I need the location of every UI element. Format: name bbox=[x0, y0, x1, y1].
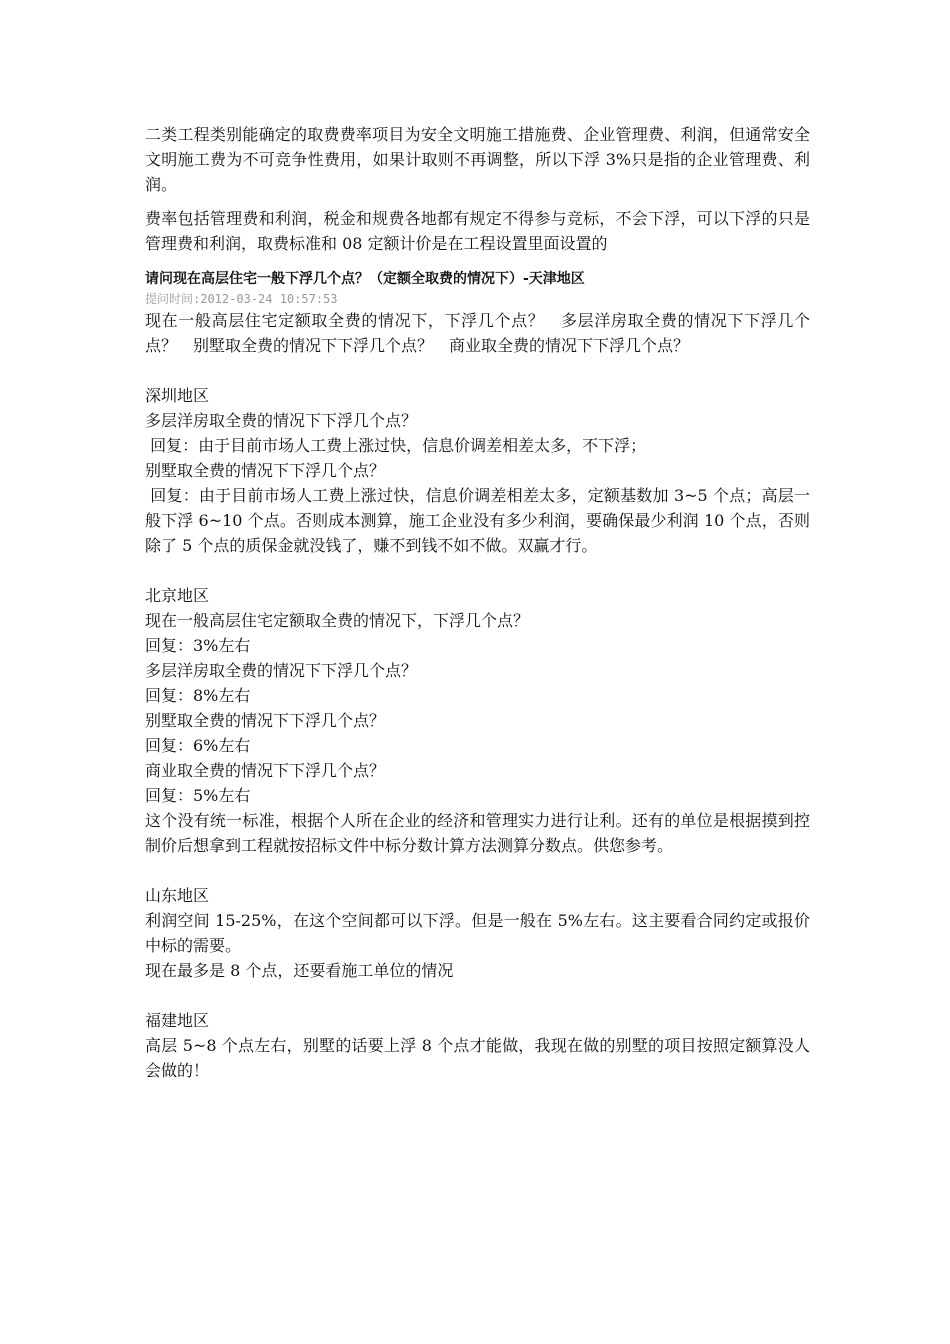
region-fujian bbox=[145, 1008, 810, 1083]
spacer bbox=[145, 983, 810, 1008]
question-time-value: 2012-03-24 10:57:53 bbox=[200, 292, 338, 306]
region-heading: 深圳地区 bbox=[145, 386, 210, 405]
region-line: 这个没有统一标准，根据个人所在企业的经济和管理实力进行让利。还有的单位是根据摸到控制价后想拿到工程就按招标文件中标分数计算方法测算分数点。供您参考。 bbox=[145, 811, 810, 855]
region-heading: 福建地区 bbox=[145, 1011, 210, 1030]
region-line: 别墅取全费的情况下下浮几个点？ bbox=[145, 461, 386, 480]
region-line: 回复：6%左右 bbox=[145, 736, 251, 755]
region-line: 回复：由于目前市场人工费上涨过快，信息价调差相差太多，定额基数加 3~5 个点；高层一般下浮 6~10 个点。否则成本测算，施工企业没有多少利润，要确保最少利润 10 个点，否则除了 5 个点的质保金就没钱了，赚不到钱不如不做。双赢才行。 bbox=[145, 486, 810, 555]
question-body: 现在一般高层住宅定额取全费的情况下，下浮几个点？ 多层洋房取全费的情况下下浮几个点？ 别墅取全费的情况下下浮几个点？ 商业取全费的情况下下浮几个点？ bbox=[145, 311, 810, 355]
intro-paragraph-2: 费率包括管理费和利润，税金和规费各地都有规定不得参与竞标，不会下浮，可以下浮的只是管理费和利润，取费标准和 08 定额计价是在工程设置里面设置的 bbox=[145, 209, 810, 253]
region-line: 高层 5~8 个点左右，别墅的话要上浮 8 个点才能做，我现在做的别墅的项目按照定额算没人会做的！ bbox=[145, 1036, 810, 1080]
region-line: 回复：3%左右 bbox=[145, 636, 251, 655]
region-line: 现在最多是 8 个点，还要看施工单位的情况 bbox=[145, 961, 454, 980]
region-beijing bbox=[145, 583, 810, 858]
region-heading: 北京地区 bbox=[145, 586, 210, 605]
region-line: 商业取全费的情况下下浮几个点？ bbox=[145, 761, 386, 780]
region-shenzhen bbox=[145, 383, 810, 558]
document-page bbox=[145, 122, 810, 1083]
question-title[interactable]: 请问现在高层住宅一般下浮几个点？（定额全取费的情况下）-天津地区 bbox=[145, 271, 585, 287]
region-line: 别墅取全费的情况下下浮几个点？ bbox=[145, 711, 386, 730]
region-line: 现在一般高层住宅定额取全费的情况下，下浮几个点？ bbox=[145, 611, 530, 630]
region-line: 回复：5%左右 bbox=[145, 786, 251, 805]
region-line: 回复：由于目前市场人工费上涨过快，信息价调差相差太多，不下浮； bbox=[145, 436, 647, 455]
question-block bbox=[145, 268, 810, 358]
spacer bbox=[145, 858, 810, 883]
intro-paragraph-1: 二类工程类别能确定的取费费率项目为安全文明施工措施费、企业管理费、利润，但通常安全文明施工费为不可竞争性费用，如果计取则不再调整，所以下浮 3%只是指的企业管理费、利润。 bbox=[145, 125, 810, 194]
region-shandong bbox=[145, 883, 810, 983]
spacer bbox=[145, 358, 810, 383]
question-time-label: 提问时间: bbox=[145, 292, 201, 306]
question-time bbox=[145, 290, 810, 308]
region-line: 多层洋房取全费的情况下下浮几个点？ bbox=[145, 411, 418, 430]
region-line: 多层洋房取全费的情况下下浮几个点？ bbox=[145, 661, 418, 680]
region-line: 利润空间 15-25%，在这个空间都可以下浮。但是一般在 5%左右。这主要看合同约定或报价中标的需要。 bbox=[145, 911, 810, 955]
region-line: 回复：8%左右 bbox=[145, 686, 251, 705]
spacer bbox=[145, 558, 810, 583]
region-heading: 山东地区 bbox=[145, 886, 210, 905]
